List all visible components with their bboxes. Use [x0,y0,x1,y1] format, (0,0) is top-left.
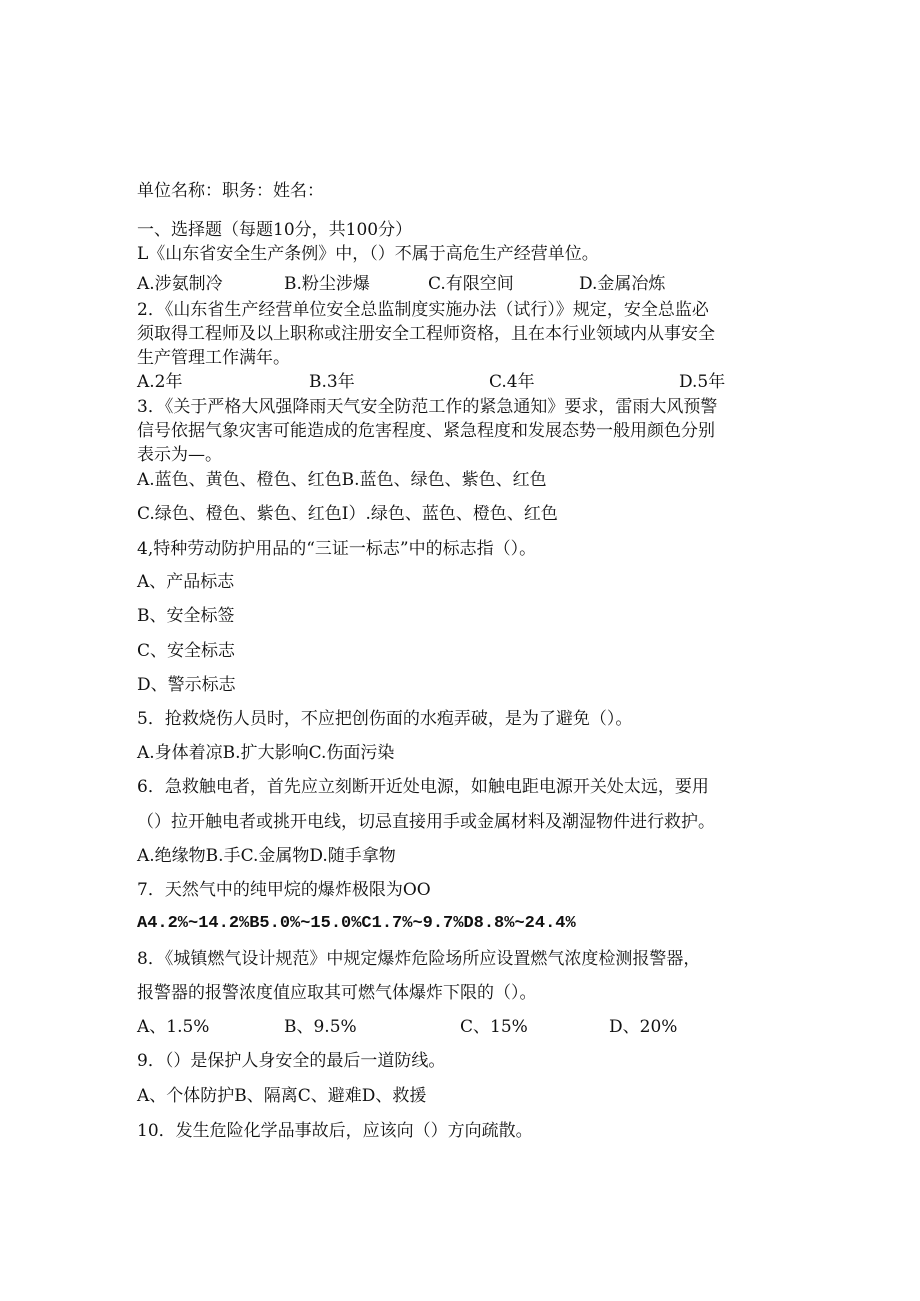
header-fields: 单位名称：职务：姓名： [137,181,324,201]
question-3-line: 信号依据气象灾害可能造成的危害程度、紧急程度和发展态势一般用颜色分别 [137,421,715,441]
options-line: A、个体防护B、隔离C、避难D、救援 [137,1086,427,1106]
question-10: 10．发生危险化学品事故后，应该向（）方向疏散。 [137,1121,533,1141]
option-d: D.5年 [679,372,726,392]
question-6: 6．急救触电者，首先应立刻断开近处电源，如触电距电源开关处太远，要用 [137,777,709,797]
question-7: 7．天然气中的纯甲烷的爆炸极限为OO [137,880,431,900]
option-c: C.4年 [489,372,535,392]
question-6-line: （）拉开触电者或挑开电线，切忌直接用手或金属材料及潮湿物件进行救护。 [137,812,715,832]
option-a: A.涉氨制冷 [137,274,223,294]
option-a: A、1.5% [137,1017,210,1037]
option-d: D.金属冶炼 [579,274,666,294]
option-d: D、警示标志 [137,675,236,695]
option-a: A、产品标志 [137,572,235,592]
option-b: B.3年 [309,372,355,392]
option-a: A.2年 [137,372,183,392]
options-line: A.绝缘物B.手C.金属物D.随手拿物 [137,846,396,866]
question-8: 8．《城镇燃气设计规范》中规定爆炸危险场所应设置燃气浓度检测报警器， [137,949,701,969]
question-2-line: 生产管理工作满年。 [137,348,290,368]
question-3: 3．《关于严格大风强降雨天气安全防范工作的紧急通知》要求，雷雨大风预警 [137,397,718,417]
options-line: A4.2%~14.2%B5.0%~15.0%C1.7%~9.7%D8.8%~24.4% [137,914,576,933]
question-4: 4,特种劳动防护用品的“三证一标志”中的标志指（）。 [137,539,537,559]
options-line: A.身体着凉B.扩大影响C.伤面污染 [137,743,395,763]
question-2: 2．《山东省生产经营单位安全总监制度实施办法（试行）》规定，安全总监必 [137,300,709,320]
option-b: B.粉尘涉爆 [284,274,370,294]
question-5: 5．抢救烧伤人员时，不应把创伤面的水疱弄破，是为了避免（）。 [137,709,633,729]
option-c: C、15% [460,1017,528,1037]
option-b: B、安全标签 [137,606,235,626]
options-line: C.绿色、橙色、紫色、红色I）.绿色、蓝色、橙色、红色 [137,504,558,524]
option-c: C、安全标志 [137,641,236,661]
question-3-line: 表示为—。 [137,445,222,465]
question-9: 9．（）是保护人身安全的最后一道防线。 [137,1051,446,1071]
options-line: A.蓝色、黄色、橙色、红色B.蓝色、绿色、紫色、红色 [137,470,547,490]
option-c: C.有限空间 [428,274,514,294]
question-8-line: 报警器的报警浓度值应取其可燃气体爆炸下限的（）。 [137,983,537,1003]
question-1: L《山东省安全生产条例》中，（）不属于高危生产经营单位。 [137,244,599,264]
option-d: D、20% [609,1017,678,1037]
option-b: B、9.5% [284,1017,357,1037]
question-2-line: 须取得工程师及以上职称或注册安全工程师资格，且在本行业领域内从事安全 [137,324,715,344]
section-title: 一、选择题（每题10分，共100分） [137,220,413,240]
